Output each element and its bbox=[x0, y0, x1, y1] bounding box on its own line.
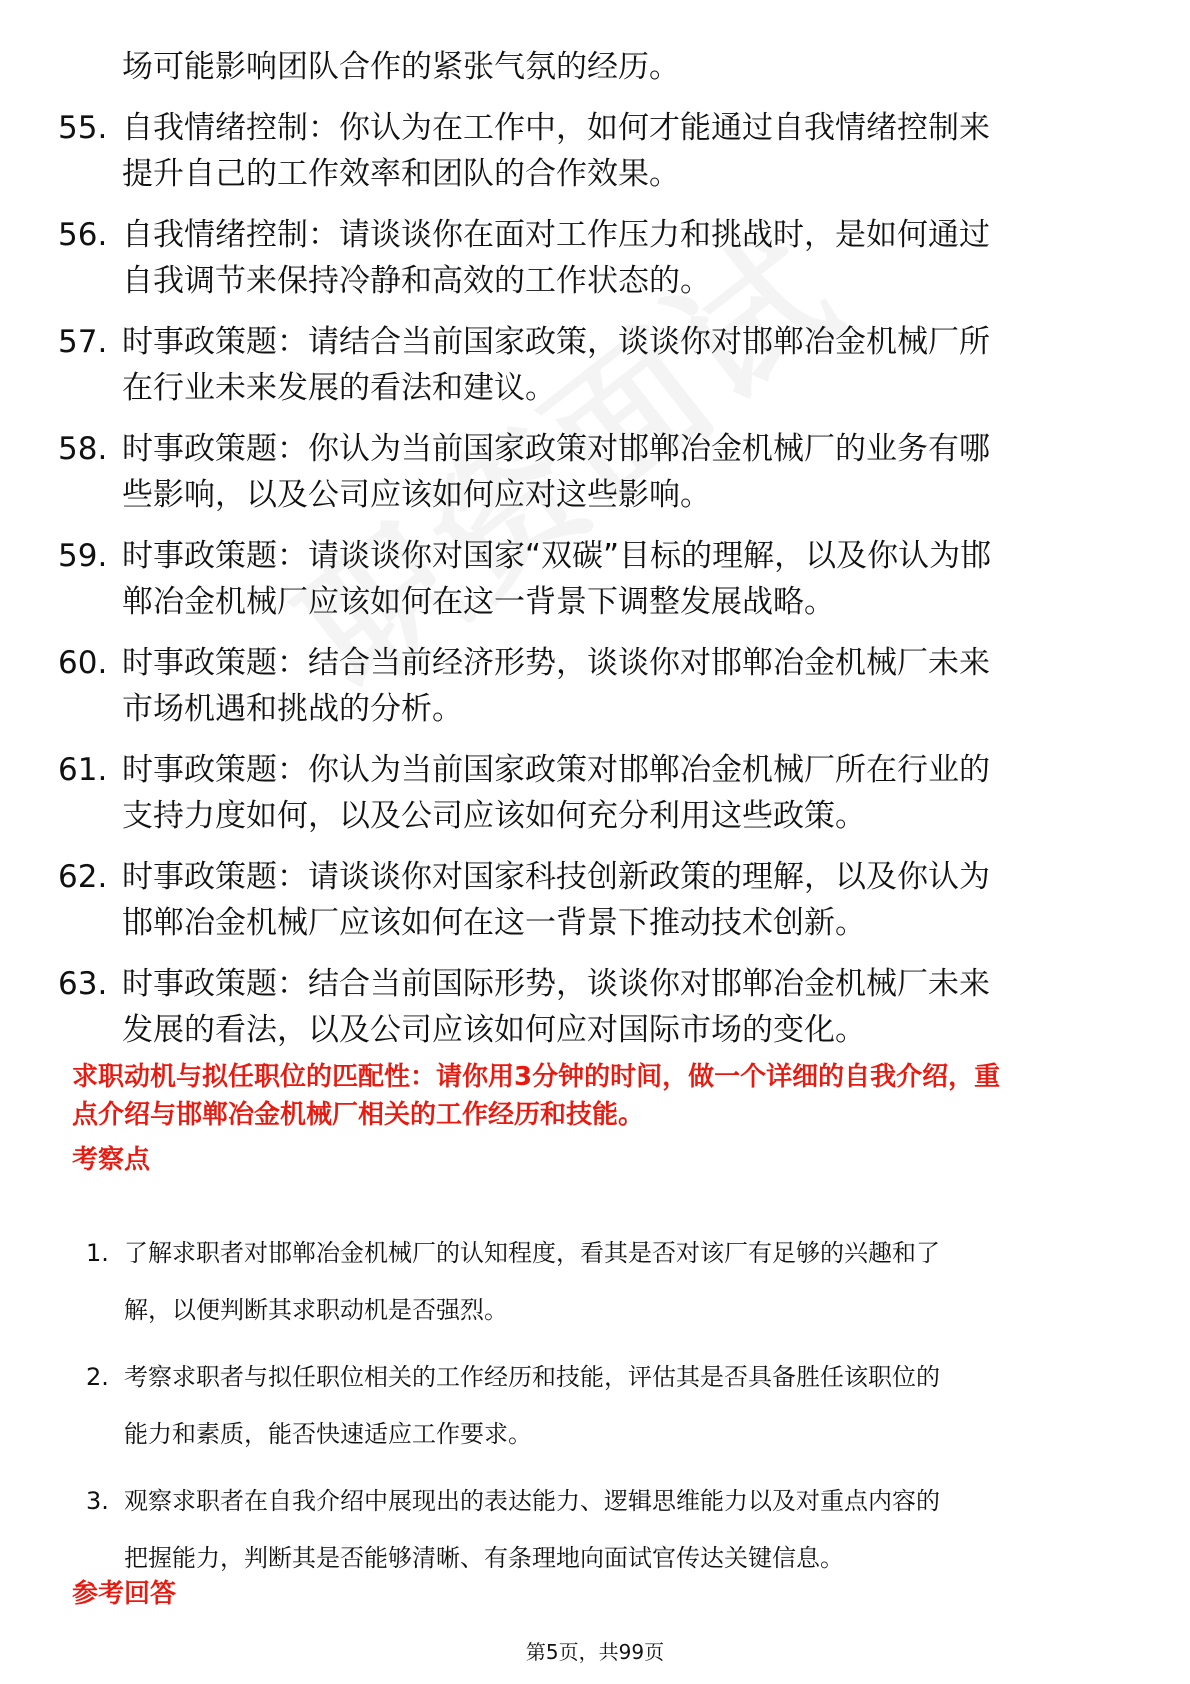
question-text-line: 邯郸冶金机械厂应该如何在这一背景下推动技术创新。 bbox=[122, 905, 866, 941]
answer-heading: 参考回答 bbox=[72, 1579, 177, 1609]
question-text-line: 些影响，以及公司应该如何应对这些影响。 bbox=[122, 477, 711, 513]
point-text-line: 了解求职者对邯郸冶金机械厂的认知程度，看其是否对该厂有足够的兴趣和了 bbox=[124, 1239, 940, 1267]
points-heading: 考察点 bbox=[72, 1145, 151, 1175]
point-text-line: 把握能力，判断其是否能够清晰、有条理地向面试官传达关键信息。 bbox=[124, 1544, 844, 1572]
question-continuation: 场可能影响团队合作的紧张气氛的经历。 bbox=[122, 49, 680, 85]
question-text-line: 发展的看法，以及公司应该如何应对国际市场的变化。 bbox=[122, 1012, 866, 1048]
question-number: 63. bbox=[58, 966, 108, 1002]
point-text-line: 观察求职者在自我介绍中展现出的表达能力、逻辑思维能力以及对重点内容的 bbox=[124, 1487, 940, 1515]
question-text-line: 自我调节来保持冷静和高效的工作状态的。 bbox=[122, 263, 711, 299]
question-number: 57. bbox=[58, 324, 108, 360]
question-number: 61. bbox=[58, 752, 108, 788]
question-text-line: 时事政策题：你认为当前国家政策对邯郸冶金机械厂的业务有哪 bbox=[122, 431, 990, 467]
question-number: 56. bbox=[58, 217, 108, 253]
page-number-footer: 第5页，共99页 bbox=[525, 1640, 665, 1664]
question-text-line: 时事政策题：请结合当前国家政策，谈谈你对邯郸冶金机械厂所 bbox=[122, 324, 990, 360]
question-item bbox=[58, 105, 1128, 197]
point-text-line: 能力和素质，能否快速适应工作要求。 bbox=[124, 1420, 532, 1448]
point-item bbox=[86, 1473, 1126, 1587]
question-item bbox=[58, 747, 1128, 839]
point-text-line: 考察求职者与拟任职位相关的工作经历和技能，评估其是否具备胜任该职位的 bbox=[124, 1363, 940, 1391]
question-item bbox=[58, 640, 1128, 732]
point-number: 3. bbox=[86, 1487, 109, 1515]
question-text-line: 时事政策题：结合当前国际形势，谈谈你对邯郸冶金机械厂未来 bbox=[122, 966, 990, 1002]
question-item bbox=[58, 319, 1128, 411]
point-item bbox=[86, 1225, 1126, 1339]
question-text-line: 时事政策题：请谈谈你对国家“双碳”目标的理解，以及你认为邯 bbox=[122, 538, 992, 574]
interview-question-heading bbox=[72, 1058, 1122, 1134]
point-item bbox=[86, 1349, 1126, 1463]
question-item bbox=[58, 426, 1128, 518]
point-text-line: 解，以便判断其求职动机是否强烈。 bbox=[124, 1296, 508, 1324]
question-list bbox=[58, 44, 1128, 1068]
question-text-line: 时事政策题：你认为当前国家政策对邯郸冶金机械厂所在行业的 bbox=[122, 752, 990, 788]
question-item bbox=[58, 854, 1128, 946]
question-number: 59. bbox=[58, 538, 108, 574]
question-item bbox=[58, 212, 1128, 304]
question-text-line: 在行业未来发展的看法和建议。 bbox=[122, 370, 556, 406]
question-text-line: 自我情绪控制：请谈谈你在面对工作压力和挑战时，是如何通过 bbox=[122, 217, 990, 253]
question-text-line: 支持力度如何，以及公司应该如何充分利用这些政策。 bbox=[122, 798, 866, 834]
question-number: 60. bbox=[58, 645, 108, 681]
interview-question-line: 求职动机与拟任职位的匹配性：请你用3分钟的时间，做一个详细的自我介绍，重 bbox=[72, 1062, 1001, 1092]
question-item bbox=[58, 533, 1128, 625]
question-number: 55. bbox=[58, 110, 108, 146]
question-text-line: 市场机遇和挑战的分析。 bbox=[122, 691, 463, 727]
question-text-line: 时事政策题：结合当前经济形势，谈谈你对邯郸冶金机械厂未来 bbox=[122, 645, 990, 681]
question-text-line: 自我情绪控制：你认为在工作中，如何才能通过自我情绪控制来 bbox=[122, 110, 990, 146]
question-number: 62. bbox=[58, 859, 108, 895]
point-number: 1. bbox=[86, 1239, 109, 1267]
question-text-line: 提升自己的工作效率和团队的合作效果。 bbox=[122, 156, 680, 192]
question-item bbox=[58, 961, 1128, 1053]
question-text-line: 时事政策题：请谈谈你对国家科技创新政策的理解，以及你认为 bbox=[122, 859, 990, 895]
question-number: 58. bbox=[58, 431, 108, 467]
points-list bbox=[86, 1225, 1126, 1597]
point-number: 2. bbox=[86, 1363, 109, 1391]
interview-question-line: 点介绍与邯郸冶金机械厂相关的工作经历和技能。 bbox=[72, 1100, 645, 1130]
question-text-line: 郸冶金机械厂应该如何在这一背景下调整发展战略。 bbox=[122, 584, 835, 620]
